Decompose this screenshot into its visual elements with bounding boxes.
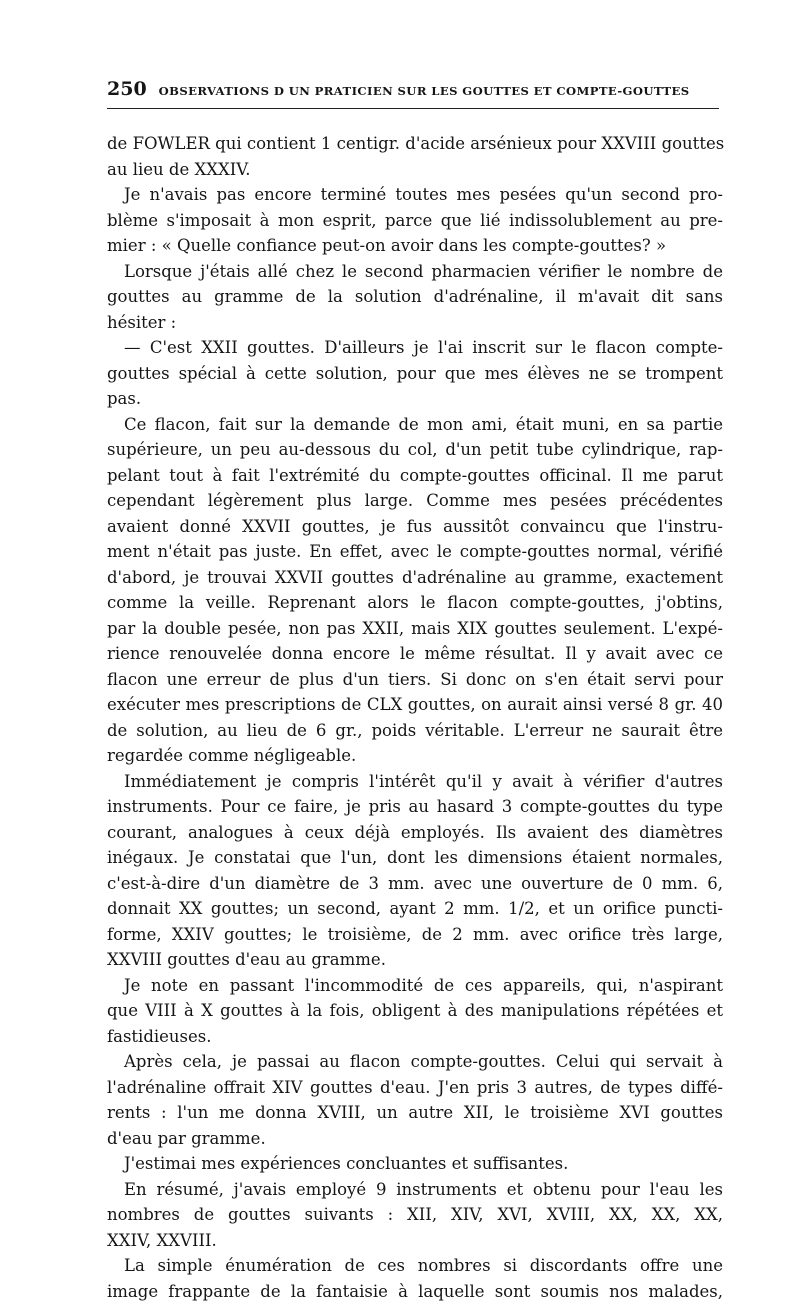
text-line: c'est-à-dire d'un diamètre de 3 mm. avec une ouverture de 0 mm. 6,	[107, 871, 723, 897]
text-line: de FOWLER qui contient 1 centigr. d'acide arsénieux pour XXVIII gouttes	[107, 131, 723, 157]
book-page	[107, 78, 723, 1304]
text-line: ment n'était pas juste. En effet, avec le compte-gouttes normal, vérifié	[107, 539, 723, 565]
text-line: gouttes spécial à cette solution, pour que mes élèves ne se trompent	[107, 361, 723, 387]
running-head-title: OBSERVATIONS D UN PRATICIEN SUR LES GOUTTES ET COMPTE-GOUTTES	[159, 84, 690, 98]
text-line: cependant légèrement plus large. Comme mes pesées précédentes	[107, 488, 723, 514]
text-line: supérieure, un peu au-dessous du col, d'un petit tube cylindrique, rap-	[107, 437, 723, 463]
text-line: Lorsque j'étais allé chez le second pharmacien vérifier le nombre de	[107, 259, 723, 285]
text-line: Après cela, je passai au flacon compte-gouttes. Celui qui servait à	[107, 1049, 723, 1075]
text-line: exécuter mes prescriptions de CLX gouttes, on aurait ainsi versé 8 gr. 40	[107, 692, 723, 718]
text-line: blème s'imposait à mon esprit, parce que lié indissolublement au pre-	[107, 208, 723, 234]
text-line: que VIII à X gouttes à la fois, obligent à des manipulations répétées et	[107, 998, 723, 1024]
text-line: pas.	[107, 386, 723, 412]
text-line: forme, XXIV gouttes; le troisième, de 2 mm. avec orifice très large,	[107, 922, 723, 948]
text-line: Ce flacon, fait sur la demande de mon ami, était muni, en sa partie	[107, 412, 723, 438]
text-line: image frappante de la fantaisie à laquelle sont soumis nos malades,	[107, 1279, 723, 1304]
text-line: par la double pesée, non pas XXII, mais XIX gouttes seulement. L'expé-	[107, 616, 723, 642]
text-line: regardée comme négligeable.	[107, 743, 723, 769]
text-line: gouttes au gramme de la solution d'adrénaline, il m'avait dit sans	[107, 284, 723, 310]
text-line: La simple énumération de ces nombres si discordants offre une	[107, 1253, 723, 1279]
text-line: nombres de gouttes suivants : XII, XIV, XVI, XVIII, XX, XX, XX,	[107, 1202, 723, 1228]
text-line: comme la veille. Reprenant alors le flacon compte-gouttes, j'obtins,	[107, 590, 723, 616]
text-line: au lieu de XXXIV.	[107, 157, 723, 183]
text-line: instruments. Pour ce faire, je pris au hasard 3 compte-gouttes du type	[107, 794, 723, 820]
text-line: d'eau par gramme.	[107, 1126, 723, 1152]
text-line: rents : l'un me donna XVIII, un autre XII, le troisième XVI gouttes	[107, 1100, 723, 1126]
text-line: de solution, au lieu de 6 gr., poids véritable. L'erreur ne saurait être	[107, 718, 723, 744]
text-line: hésiter :	[107, 310, 723, 336]
text-line: rience renouvelée donna encore le même résultat. Il y avait avec ce	[107, 641, 723, 667]
text-line: Je n'avais pas encore terminé toutes mes pesées qu'un second pro-	[107, 182, 723, 208]
text-line: courant, analogues à ceux déjà employés. Ils avaient des diamètres	[107, 820, 723, 846]
header-rule	[107, 108, 719, 109]
text-line: inégaux. Je constatai que l'un, dont les dimensions étaient normales,	[107, 845, 723, 871]
text-line: Je note en passant l'incommodité de ces appareils, qui, n'aspirant	[107, 973, 723, 999]
text-line: d'abord, je trouvai XXVII gouttes d'adrénaline au gramme, exactement	[107, 565, 723, 591]
text-line: — C'est XXII gouttes. D'ailleurs je l'ai inscrit sur le flacon compte-	[107, 335, 723, 361]
page-number: 250	[107, 78, 147, 100]
text-line: XXVIII gouttes d'eau au gramme.	[107, 947, 723, 973]
text-line: pelant tout à fait l'extrémité du compte-gouttes officinal. Il me parut	[107, 463, 723, 489]
text-line: l'adrénaline offrait XIV gouttes d'eau. J'en pris 3 autres, de types diffé-	[107, 1075, 723, 1101]
text-line: J'estimai mes expériences concluantes et suffisantes.	[107, 1151, 723, 1177]
running-head	[107, 78, 723, 102]
text-line: XXIV, XXVIII.	[107, 1228, 723, 1254]
text-line: En résumé, j'avais employé 9 instruments et obtenu pour l'eau les	[107, 1177, 723, 1203]
text-line: flacon une erreur de plus d'un tiers. Si donc on s'en était servi pour	[107, 667, 723, 693]
text-line: donnait XX gouttes; un second, ayant 2 mm. 1/2, et un orifice puncti-	[107, 896, 723, 922]
text-line: avaient donné XXVII gouttes, je fus aussitôt convaincu que l'instru-	[107, 514, 723, 540]
text-line: mier : « Quelle confiance peut-on avoir dans les compte-gouttes? »	[107, 233, 723, 259]
text-line: fastidieuses.	[107, 1024, 723, 1050]
body-text	[107, 131, 723, 1304]
text-line: Immédiatement je compris l'intérêt qu'il y avait à vérifier d'autres	[107, 769, 723, 795]
